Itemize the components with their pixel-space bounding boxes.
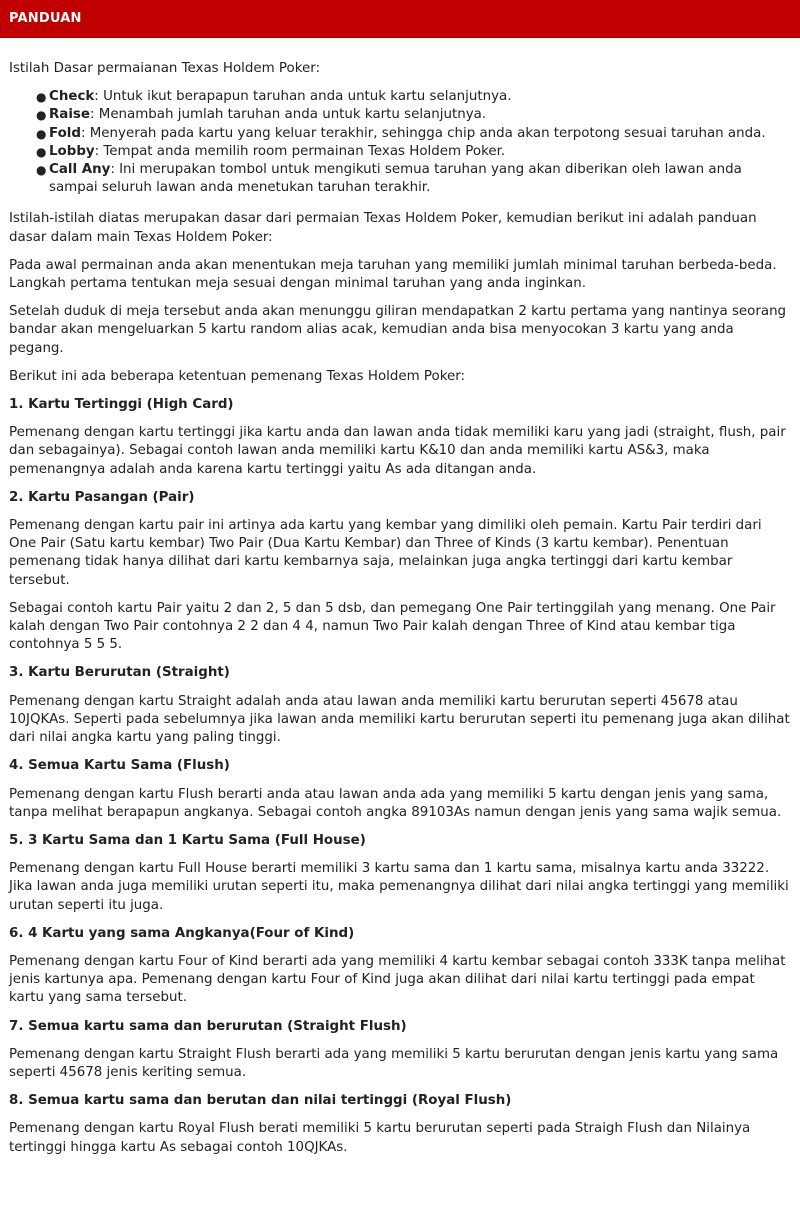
term-desc: : Untuk ikut berapapun taruhan anda untuk kartu selanjutnya. xyxy=(94,89,512,105)
term-item xyxy=(36,125,791,143)
section-heading: 5. 3 Kartu Sama dan 1 Kartu Sama (Full House) xyxy=(9,832,366,848)
bullet-icon: ● xyxy=(36,163,47,178)
paragraph: Setelah duduk di meja tersebut anda akan menunggu giliran mendapatkan 2 kartu pertama yang nantinya seorang bandar akan mengeluarkan 5 kartu random alias acak, kemudian anda bisa menyocokan 3 kartu yang anda pegang. xyxy=(9,304,787,356)
term-desc: : Tempat anda memilih room permainan Texas Holdem Poker. xyxy=(94,143,506,159)
term-desc: : Menyerah pada kartu yang keluar terakhir, sehingga chip anda akan terpotong sesuai taruhan anda. xyxy=(80,125,766,141)
term-item xyxy=(36,161,791,197)
section-heading: 7. Semua kartu sama dan berurutan (Straight Flush) xyxy=(9,1018,407,1034)
section-paragraph: Sebagai contoh kartu Pair yaitu 2 dan 2, 5 dan 5 dsb, dan pemegang One Pair tertinggilah yang menang. One Pair kalah dengan Two Pair contohnya 2 2 dan 4 4, namun Two Pair kalah dengan Three of Kind atau kembar tiga contohnya 5 5 5. xyxy=(9,600,776,653)
section-paragraph: Pemenang dengan kartu pair ini artinya ada kartu yang kembar yang dimiliki oleh pemain. Kartu Pair terdiri dari One Pair (Satu kartu kembar) Two Pair (Dua Kartu Kembar) dan Three of Kinds (3 kartu kembar). Penentuan pemenang tidak hanya dilihat dari kartu kembarnya saja, melainkan juga angka tertinggi dari kartu kembar tersebut. xyxy=(9,518,762,588)
term-name: Lobby xyxy=(49,143,95,159)
term-item xyxy=(36,106,791,124)
bullet-icon: ● xyxy=(36,126,47,141)
guide-content xyxy=(0,38,800,1157)
page-header xyxy=(0,0,800,38)
term-desc: : Menambah jumlah taruhan anda untuk kartu selanjutnya. xyxy=(90,107,487,123)
section-paragraph: Pemenang dengan kartu Straight adalah anda atau lawan anda memiliki kartu berurutan seperti 45678 atau 10JQKAs. Seperti pada sebelumnya jika lawan anda memiliki kartu berurutan seperti itu pemenang juga akan dilihat dari nilai angka kartu yang paling tinggi. xyxy=(9,693,790,746)
terms-list xyxy=(9,88,791,197)
term-name: Fold xyxy=(49,125,81,141)
term-name: Call Any xyxy=(49,162,111,178)
term-name: Raise xyxy=(49,107,90,123)
intro-text: Istilah Dasar permaianan Texas Holdem Poker: xyxy=(9,61,321,76)
bullet-icon: ● xyxy=(36,90,47,105)
section-paragraph: Pemenang dengan kartu tertinggi jika kartu anda dan lawan anda tidak memiliki karu yang jadi (straight, flush, pair dan sebagainya). Sebagai contoh lawan anda memiliki kartu K&10 dan anda memiliki kartu AS&3, maka pemenangnya adalah anda karena kartu tertinggi yaitu As ada ditangan anda. xyxy=(9,425,786,477)
section-paragraph: Pemenang dengan kartu Straight Flush berarti ada yang memiliki 5 kartu berurutan dengan jenis kartu yang sama seperti 45678 jenis keriting semua. xyxy=(9,1046,779,1080)
section-heading: 2. Kartu Pasangan (Pair) xyxy=(9,489,195,505)
section-paragraph: Pemenang dengan kartu Four of Kind berarti ada yang memiliki 4 kartu kembar sebagai contoh 333K tanpa melihat jenis kartunya apa. Pemenang dengan kartu Four of Kind juga akan dilihat dari nilai kartu tertinggi pada empat kartu yang sama tersebut. xyxy=(9,953,786,1006)
paragraph: Berikut ini ada beberapa ketentuan pemenang Texas Holdem Poker: xyxy=(9,368,465,384)
paragraph: Istilah-istilah diatas merupakan dasar dari permaian Texas Holdem Poker, kemudian berikut ini adalah panduan dasar dalam main Texas Holdem Poker: xyxy=(9,211,757,245)
page-title: PANDUAN xyxy=(9,11,82,26)
term-item xyxy=(36,88,791,106)
section-paragraph: Pemenang dengan kartu Flush berarti anda atau lawan anda ada yang memiliki 5 kartu dengan jenis yang sama, tanpa melihat berapapun angkanya. Sebagai contoh angka 89103As namun dengan jenis yang sama wajik semua. xyxy=(9,786,782,820)
term-name: Check xyxy=(49,89,95,105)
section-heading: 1. Kartu Tertinggi (High Card) xyxy=(9,397,234,413)
paragraph: Pada awal permainan anda akan menentukan meja taruhan yang memiliki jumlah minimal taruhan berbeda-beda. Langkah pertama tentukan meja sesuai dengan minimal taruhan yang anda inginkan. xyxy=(9,257,777,292)
section-paragraph: Pemenang dengan kartu Royal Flush berati memiliki 5 kartu berurutan seperti pada Straigh Flush dan Nilainya tertinggi hingga kartu As sebagai contoh 10QJKAs. xyxy=(9,1121,751,1155)
bullet-icon: ● xyxy=(36,108,47,123)
section-heading: 8. Semua kartu sama dan berutan dan nilai tertinggi (Royal Flush) xyxy=(9,1093,512,1109)
section-paragraph: Pemenang dengan kartu Full House berarti memiliki 3 kartu sama dan 1 kartu sama, misalnya kartu anda 33222. Jika lawan anda juga memiliki urutan seperti itu, maka pemenangnya dilihat dari nilai angka tertinggi yang memiliki urutan seperti itu juga. xyxy=(9,861,789,913)
term-desc: : Ini merupakan tombol untuk mengikuti semua taruhan yang akan diberikan oleh lawan anda sampai seluruh lawan anda menetukan taruhan terakhir. xyxy=(49,162,742,196)
section-heading: 4. Semua Kartu Sama (Flush) xyxy=(9,758,230,774)
section-heading: 3. Kartu Berurutan (Straight) xyxy=(9,665,230,681)
term-item xyxy=(36,143,791,161)
section-heading: 6. 4 Kartu yang sama Angkanya(Four of Kind) xyxy=(9,925,355,941)
bullet-icon: ● xyxy=(36,144,47,159)
